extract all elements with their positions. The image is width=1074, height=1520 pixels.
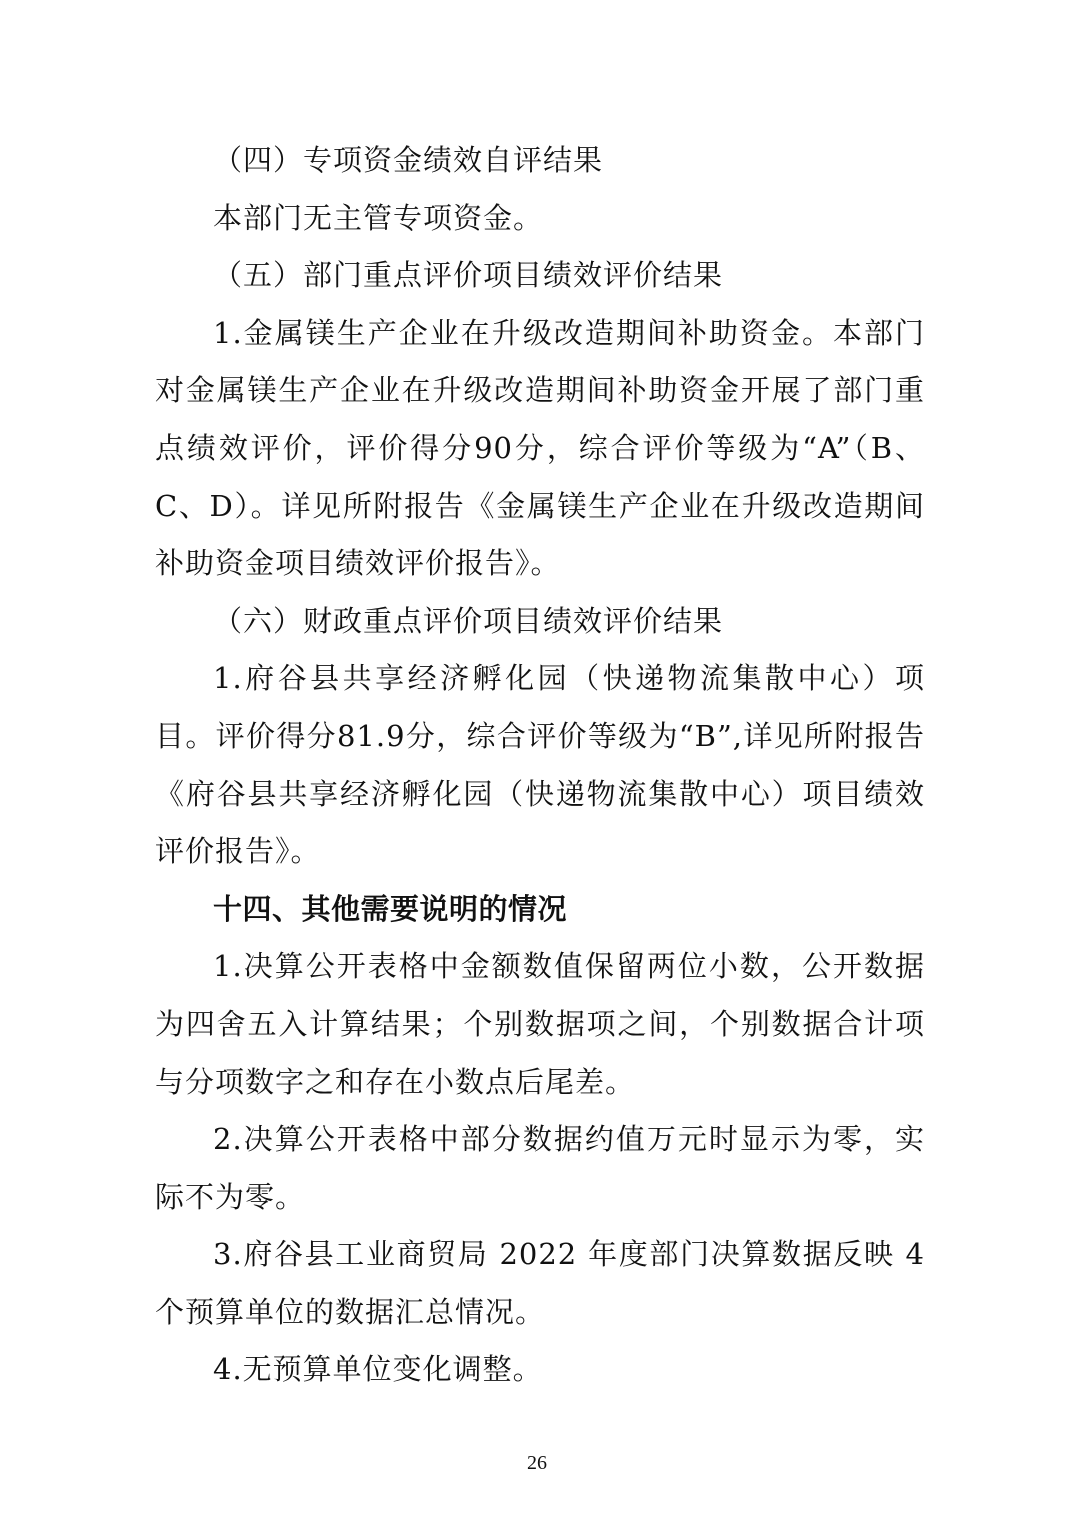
paragraph-note-zero-values: 2.决算公开表格中部分数据约值万元时显示为零，实际不为零。 — [155, 1122, 925, 1214]
paragraph-note-rounding: 1.决算公开表格中金额数值保留两位小数，公开数据为四舍五入计算结果；个别数据项之间，个别数据合计项与分项数字之和存在小数点后尾差。 — [155, 949, 925, 1099]
document-body — [155, 132, 925, 1399]
paragraph-note-budget-units: 3.府谷县工业商贸局 2022 年度部门决算数据反映 4 个预算单位的数据汇总情况。 — [155, 1237, 925, 1329]
paragraph-no-special-funds: 本部门无主管专项资金。 — [213, 200, 544, 235]
subheading-finance-key-evaluation: （六）财政重点评价项目绩效评价结果 — [213, 603, 724, 638]
subheading-department-key-evaluation: （五）部门重点评价项目绩效评价结果 — [213, 258, 724, 293]
paragraph-magnesium-subsidy: 1.金属镁生产企业在升级改造期间补助资金。本部门对金属镁生产企业在升级改造期间补助资金开展了部门重点绩效评价，评价得分90分，综合评价等级为“A”（B、C、D）。详见所附报告《金属镁生产企业在升级改造期间补助资金项目绩效评价报告》。 — [155, 315, 925, 581]
paragraph-incubator-project: 1.府谷县共享经济孵化园（快递物流集散中心）项目。评价得分81.9分，综合评价等级为“B”,详见所附报告《府谷县共享经济孵化园（快递物流集散中心）项目绩效评价报告》。 — [155, 661, 925, 869]
subheading-special-funds: （四）专项资金绩效自评结果 — [213, 143, 604, 177]
paragraph-note-no-changes: 4.无预算单位变化调整。 — [213, 1352, 543, 1387]
page-number: 26 — [527, 1452, 547, 1474]
section-heading-other-notes: 十四、其他需要说明的情况 — [213, 891, 568, 926]
